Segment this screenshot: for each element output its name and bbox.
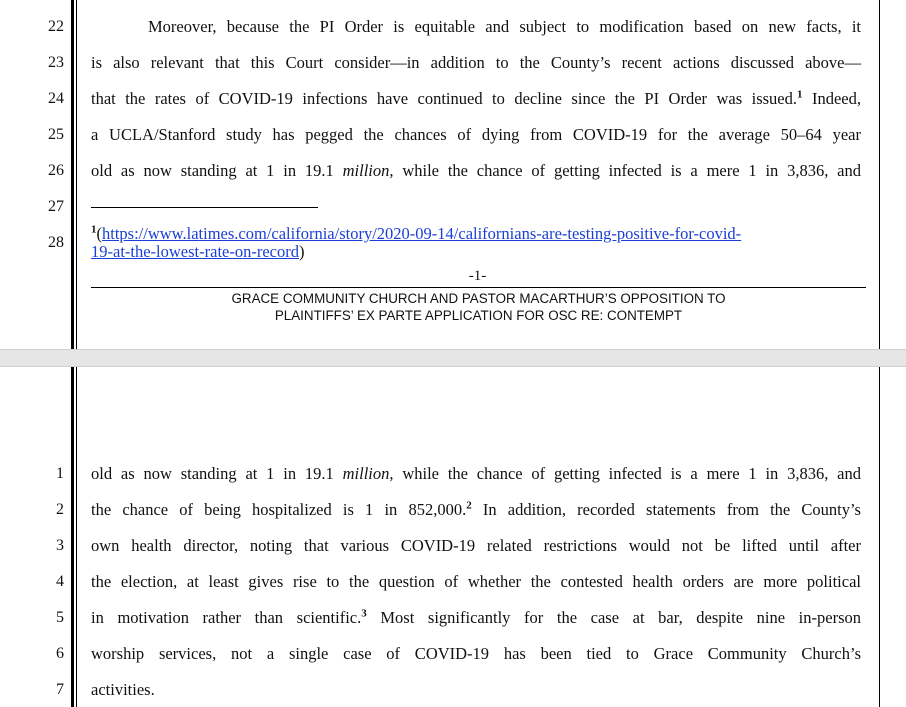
line-number: 4 (56, 573, 64, 590)
line-number: 25 (48, 126, 64, 143)
line-number: 22 (48, 18, 64, 35)
body-text-line: old as now standing at 1 in 19.1 million, while the chance of getting infected is a mere 1 in 3,836, and (91, 161, 861, 180)
line-number: 23 (48, 54, 64, 71)
line-number: 5 (56, 609, 64, 626)
line-number: 27 (48, 198, 64, 215)
footnote-reference[interactable]: 3 (361, 607, 367, 620)
margin-rule-left-thick (71, 0, 74, 349)
footer-caption: GRACE COMMUNITY CHURCH AND PASTOR MACARTHUR’S OPPOSITION TO PLAINTIFFS’ EX PARTE APPLICATION FOR OSC RE: CONTEMPT (231, 291, 726, 323)
document-page-bottom (0, 367, 906, 707)
body-text-line: a UCLA/Stanford study has pegged the chances of dying from COVID-19 for the average 50–64 year (91, 125, 861, 144)
body-text-line: own health director, noting that various COVID-19 related restrictions would not be lifted until after (91, 536, 861, 555)
body-text-line: in motivation rather than scientific.$^3$ Most significantly for the case at bar, despite nine in-person (91, 607, 861, 627)
line-number: 2 (56, 501, 64, 518)
body-text-line: that the rates of COVID-19 infections have continued to decline since the PI Order was issued.$^1$ Indeed, (91, 88, 861, 108)
margin-rule-left-thick (71, 367, 74, 707)
line-number: 3 (56, 537, 64, 554)
line-number: 7 (56, 681, 64, 698)
line-number: 6 (56, 645, 64, 662)
margin-rule-left-thin (76, 0, 77, 349)
body-text-line: worship services, not a single case of COVID-19 has been tied to Grace Community Church’s (91, 644, 861, 663)
document-page-top (0, 0, 906, 349)
page-separator (0, 349, 906, 367)
body-text-line: the chance of being hospitalized is 1 in 852,000.$^2$ In addition, recorded statements from the County’s (91, 499, 861, 519)
line-number: 1 (56, 465, 64, 482)
line-number: 26 (48, 162, 64, 179)
footnote-reference[interactable]: 2 (466, 499, 472, 512)
body-text-line: old as now standing at 1 in 19.1 million, while the chance of getting infected is a mere 1 in 3,836, and (91, 464, 861, 483)
body-text-line: Moreover, because the PI Order is equitable and subject to modification based on new facts, it (148, 17, 861, 36)
margin-rule-left-thin (76, 367, 77, 707)
body-text-line: activities. (91, 680, 155, 699)
body-text-line: is also relevant that this Court consider—in addition to the County’s recent actions discussed above— (91, 53, 861, 72)
footnote-separator (91, 207, 318, 208)
margin-rule-right (879, 0, 880, 349)
line-number: 28 (48, 234, 64, 251)
footer-rule-thick (91, 287, 866, 288)
body-text-line: the election, at least gives rise to the question of whether the contested health orders are more political (91, 572, 861, 591)
margin-rule-right (879, 367, 880, 707)
line-number: 24 (48, 90, 64, 107)
page-number: -1- (468, 268, 487, 284)
footnote-link[interactable]: https://www.latimes.com/california/story/2020-09-14/californians-are-testing-positive-for-covid- 19-at-the-lowest-rate-on-record (91, 224, 742, 261)
footnote-marker: 1 (91, 223, 97, 236)
footnote: $^1$(https://www.latimes.com/california/story/2020-09-14/californians-are-testing-positive-for-covid- 19-at-the-lowest-rate-on-record) (91, 223, 742, 261)
footnote-reference[interactable]: 1 (797, 88, 803, 101)
